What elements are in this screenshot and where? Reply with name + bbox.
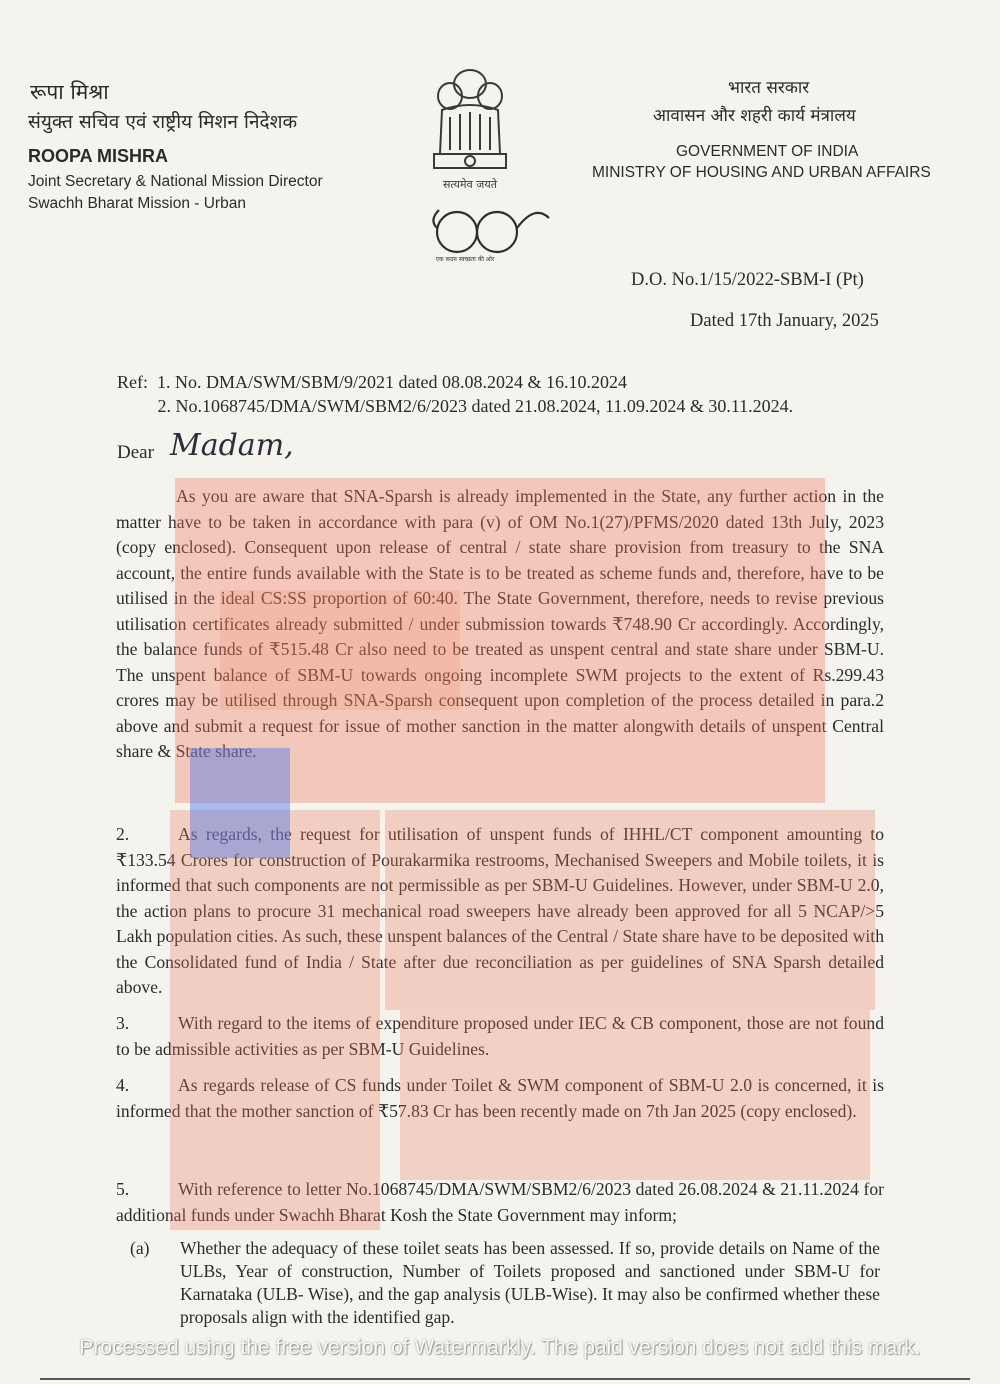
sub-item-a <box>130 1237 880 1329</box>
paragraph-text: With regard to the items of expenditure proposed under IEC & CB component, those are not found to be admissible activities as per SBM-U Guidelines. <box>116 1013 884 1059</box>
swachh-bharat-logo-icon <box>425 202 555 264</box>
paragraph-number: 3. <box>116 1013 130 1033</box>
reference-block: Ref: 1. No. DMA/SWM/SBM/9/2021 dated 08.08.2024 & 16.10.2024 2. No.1068745/DMA/SWM/SBM2/6/2023 dated 21.08.2024, 11.09.2024 & 30.11.2024. <box>117 372 794 416</box>
watermark-text: Processed using the free version of Watermarkly. The paid version does not add this mark. <box>79 1336 921 1359</box>
officer-name: ROOPA MISHRA <box>28 146 169 166</box>
paragraph-text: As regards, the request for utilisation of unspent funds of IHHL/CT component amounting to ₹133.54 Crores for construction of Pourakarmika restrooms, Mechanised Sweepers and Mobile toilets, it is informed that such components are not permissible as per SBM-U Guidelines. However, under SBM-U 2.0, the action plans to procure 31 mechanical road sweepers have already been approved for all 5 NCAP/>5 Lakh population cities. As such, these unspent balances of the Central / State share have to be deposited with the Consolidated fund of India / State after due reconciliation as per guidelines of SNA Sparsh detailed above. <box>116 824 884 997</box>
sub-item-label: (a) <box>130 1238 150 1258</box>
redaction-overlay <box>385 810 875 1010</box>
officer-designation-line2: Swachh Bharat Mission - Urban <box>28 195 246 212</box>
handwritten-salutation: Madam, <box>170 428 294 463</box>
blue-redaction-overlay <box>190 748 290 858</box>
page-bottom-rule <box>40 1378 970 1380</box>
paragraph-number: 5. <box>116 1179 130 1199</box>
hindi-govt-line: भारत सरकार <box>728 78 810 98</box>
redaction-overlay <box>400 1010 870 1180</box>
paragraph-1: As you are aware that SNA-Sparsh is already implemented in the State, any further action in the matter have to be taken in accordance with para (v) of OM No.1(27)/PFMS/2020 dated 13th July, 2023 (copy enclosed). Consequent upon release of central / state share provision from treasury to the SNA account, the entire funds available with the State is to be treated as scheme funds and, therefore, have to be utilised in the ideal CS:SS proportion of 60:40. The State Government, therefore, needs to revise previous utilisation certificates already submitted / under submission towards ₹748.90 Cr accordingly. Accordingly, the balance funds of ₹515.48 Cr also need to be treated as unspent central and state share under SBM-U. The unspent balance of SBM-U towards ongoing incomplete SWM projects to the extent of Rs.299.43 crores may be utilised through SNA-Sparsh consequent upon completion of the process detailed in para.2 above and submit a request for issue of mother sanction in the matter alongwith details of unspent Central share & State share. <box>116 486 884 761</box>
emblem-motto: सत्यमेव जयते <box>442 178 498 191</box>
paragraph-number: 2. <box>116 824 130 844</box>
redaction-overlay <box>220 590 460 710</box>
letter-date: Dated 17th January, 2025 <box>690 311 879 331</box>
paragraph-text: With reference to letter No.1068745/DMA/SWM/SBM2/6/2023 dated 26.08.2024 & 21.11.2024 for additional funds under Swachh Bharat Kosh the State Government may inform; <box>116 1179 884 1225</box>
govt-of-india: GOVERNMENT OF INDIA <box>676 143 859 160</box>
do-number: D.O. No.1/15/2022-SBM-I (Pt) <box>631 270 864 290</box>
national-emblem-icon <box>420 62 520 202</box>
redaction-overlay <box>170 810 380 1230</box>
salutation-dear: Dear <box>117 442 154 463</box>
hindi-name: रूपा मिश्रा <box>30 80 109 104</box>
hindi-designation: संयुक्त सचिव एवं राष्ट्रीय मिशन निदेशक <box>28 111 298 133</box>
paragraph-text: As regards release of CS funds under Toilet & SWM component of SBM-U 2.0 is concerned, it is informed that the mother sanction of ₹57.83 Cr has been recently made on 7th Jan 2025 (copy enclosed). <box>116 1075 884 1121</box>
logo-tagline: एक कदम स्वच्छता की ओर <box>435 256 495 263</box>
officer-designation-line1: Joint Secretary & National Mission Director <box>28 173 323 190</box>
ministry-name: MINISTRY OF HOUSING AND URBAN AFFAIRS <box>592 164 931 181</box>
hindi-ministry-line: आवासन और शहरी कार्य मंत्रालय <box>653 106 856 126</box>
sub-item-text: Whether the adequacy of these toilet seats has been assessed. If so, provide details on Name of the ULBs, Year of construction, Number of Toilets proposed and sanctioned under SBM-U for Karnataka (ULB- Wise), and the gap analysis (ULB-Wise). It may also be confirmed whether these proposals align with the identified gap. <box>180 1238 880 1327</box>
paragraph-number: 4. <box>116 1075 130 1095</box>
